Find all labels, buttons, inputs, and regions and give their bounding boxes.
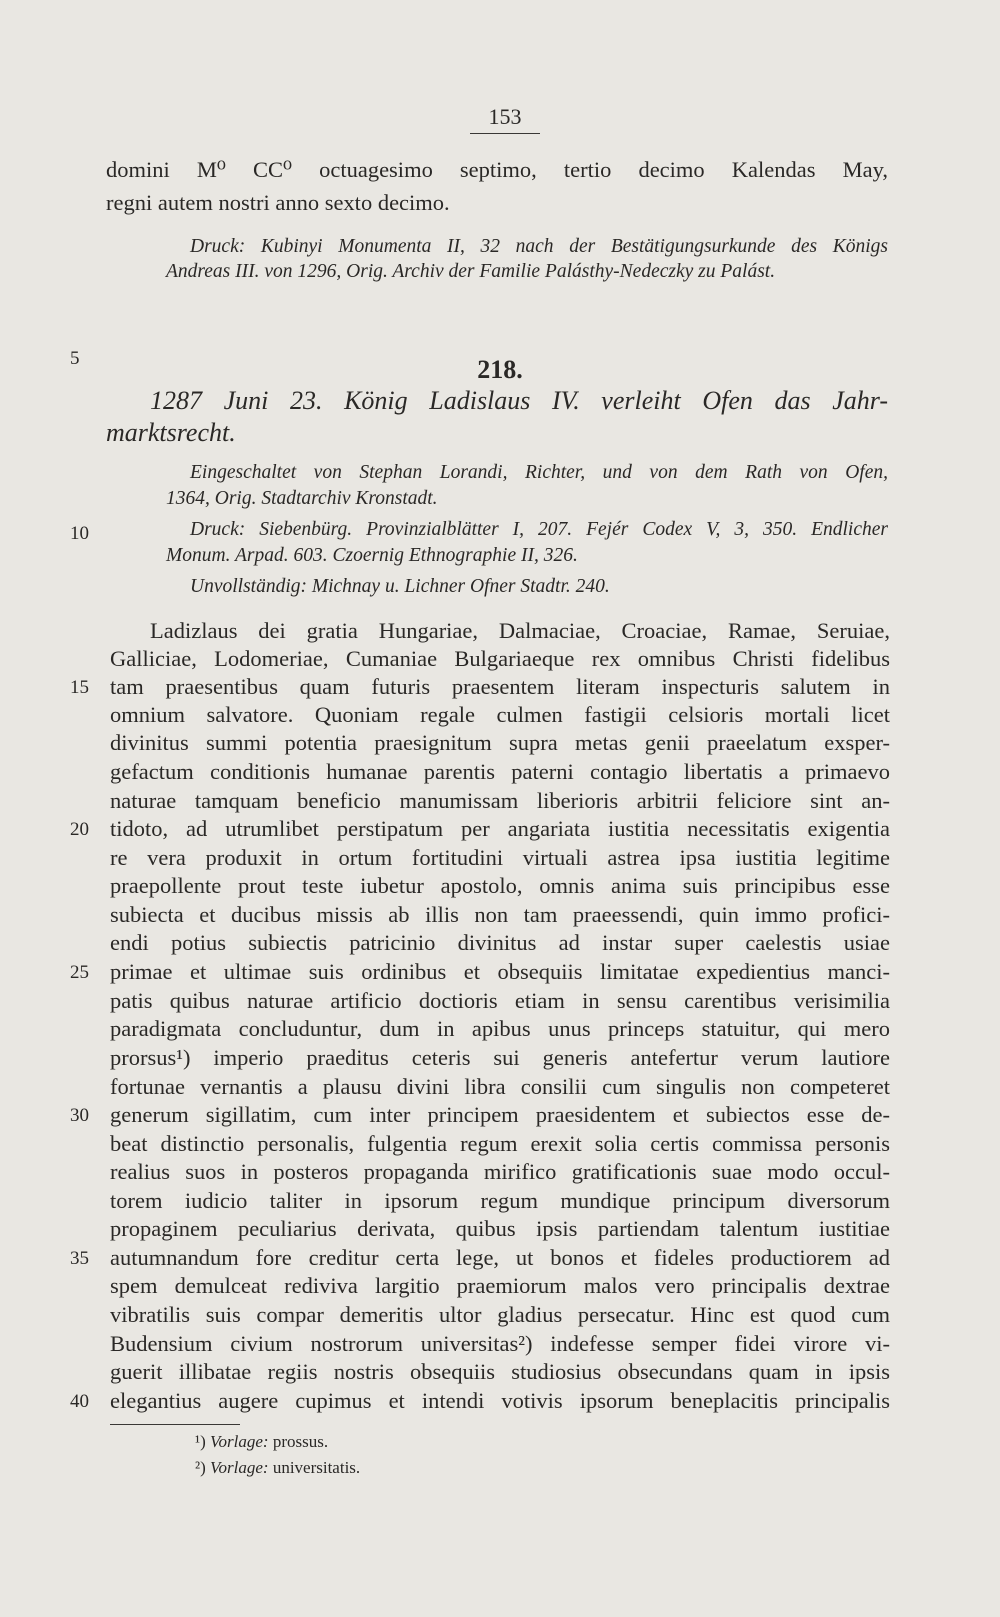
text-line: torem iudicio taliter in ipsorum regum mundique principum diversorum (110, 1188, 890, 1213)
text-line: tidoto, ad utrumlibet perstipatum per angariata iustitia necessitatis exigentia (110, 816, 890, 841)
document-number: 218. (477, 355, 523, 384)
text-line: praepollente prout teste iubetur apostolo, omnis anima suis principibus esse (110, 873, 890, 898)
footnote-mark: ²) (195, 1458, 206, 1477)
text-line: primae et ultimae suis ordinibus et obsequiis limitatae expedientius manci- (110, 959, 890, 984)
text-line: endi potius subiectis patricinio divinitus ad instar super caelestis usiae (110, 930, 890, 955)
source-line: Druck: Siebenbürg. Provinzialblätter I, 207. Fejér Codex V, 3, 350. Endlicher (190, 519, 888, 540)
text-line: vibratilis suis compar demeritis ultor gladius persecatur. Hinc est quod cum (110, 1302, 890, 1327)
line-number: 15 (70, 677, 89, 698)
footnote-label: Vorlage: (210, 1458, 269, 1477)
text-line: elegantius augere cupimus et intendi votivis ipsorum beneplacitis principalis (110, 1388, 890, 1413)
footnote-text: prossus. (272, 1432, 329, 1451)
source-line: 1364, Orig. Stadtarchiv Kronstadt. (166, 488, 438, 509)
footnote-rule (110, 1424, 240, 1425)
text-line: re vera produxit in ortum fortitudini virtuali astrea ipsa iustitia legitime (110, 845, 890, 870)
line-number: 35 (70, 1248, 89, 1269)
footnote (195, 1458, 360, 1478)
text-line: Galliciae, Lodomeriae, Cumaniae Bulgariaeque rex omnibus Christi fidelibus (110, 646, 890, 671)
druck-line: Druck: Kubinyi Monumenta II, 32 nach der Bestätigungsurkunde des Königs (190, 236, 888, 257)
line-number: 5 (70, 348, 80, 369)
line-number: 10 (70, 523, 89, 544)
source-line: Eingeschaltet von Stephan Lorandi, Richter, und von dem Rath von Ofen, (190, 462, 888, 483)
text-line: guerit illibatae regiis nostris obsequiis studiosius obsecundans quam in ipsis (110, 1359, 890, 1384)
footnote (195, 1432, 328, 1452)
regest-line: 1287 Juni 23. König Ladislaus IV. verleiht Ofen das Jahr- (150, 386, 888, 415)
text-line: generum sigillatim, cum inter principem praesidentem et subiectos esse de- (110, 1102, 890, 1127)
druck-line: Andreas III. von 1296, Orig. Archiv der Familie Palásthy-Nedeczky zu Palást. (166, 261, 776, 282)
line-number: 25 (70, 962, 89, 983)
page-number: 153 (488, 104, 522, 129)
footnote-mark: ¹) (195, 1432, 206, 1451)
text-line: prorsus¹) imperio praeditus ceteris sui generis antefertur verum lautiore (110, 1045, 890, 1070)
text-line: Budensium civium nostrorum universitas²) indefesse semper fidei virore vi- (110, 1331, 890, 1356)
text-line: divinitus summi potentia praesignitum supra metas genii praeelatum exsper- (110, 730, 890, 755)
line-number: 40 (70, 1391, 89, 1412)
text-line: realius suos in posteros propaganda mirifico gratificationis suae modo occul- (110, 1159, 890, 1184)
text-line: fortunae vernantis a plausu divini libra consilii cum singulis non competeret (110, 1074, 890, 1099)
footnote-label: Vorlage: (210, 1432, 269, 1451)
text-line: spem demulceat rediviva largitio praemiorum malos vero principalis dextrae (110, 1273, 890, 1298)
regest-line: marktsrecht. (106, 418, 236, 447)
text-line: paradigmata concluduntur, dum in apibus unus princeps statuitur, qui mero (110, 1016, 890, 1041)
page-number-rule (470, 133, 540, 134)
text-line: Ladizlaus dei gratia Hungariae, Dalmaciae, Croaciae, Ramae, Seruiae, (150, 618, 890, 643)
text-line: omnium salvatore. Quoniam regale culmen fastigii celsioris mortali licet (110, 702, 890, 727)
intro-line: domini M⁰ CC⁰ octuagesimo septimo, tertio decimo Kalendas May, (106, 157, 888, 182)
line-number: 20 (70, 819, 89, 840)
text-line: tam praesentibus quam futuris praesentem literam inspecturis salutem in (110, 674, 890, 699)
text-line: beat distinctio personalis, fulgentia regum erexit solia certis commissa personis (110, 1131, 890, 1156)
text-line: subiecta et ducibus missis ab illis non tam praeessendi, quin immo profici- (110, 902, 890, 927)
text-line: patis quibus naturae artificio doctioris etiam in sensu carentibus verisimilia (110, 988, 890, 1013)
text-line: naturae tamquam beneficio manumissam liberioris arbitrii feliciore sint an- (110, 788, 890, 813)
text-line: autumnandum fore creditur certa lege, ut bonos et fideles productiorem ad (110, 1245, 890, 1270)
source-line: Unvollständig: Michnay u. Lichner Ofner Stadtr. 240. (190, 576, 610, 597)
text-line: gefactum conditionis humanae parentis paterni contagio libertatis a primaevo (110, 759, 890, 784)
footnote-text: universitatis. (272, 1458, 361, 1477)
text-line: propaginem peculiarius derivata, quibus ipsis partiendam talentum iustitiae (110, 1216, 890, 1241)
intro-line: regni autem nostri anno sexto decimo. (106, 190, 450, 215)
line-number: 30 (70, 1105, 89, 1126)
source-line: Monum. Arpad. 603. Czoernig Ethnographie II, 326. (166, 545, 578, 566)
